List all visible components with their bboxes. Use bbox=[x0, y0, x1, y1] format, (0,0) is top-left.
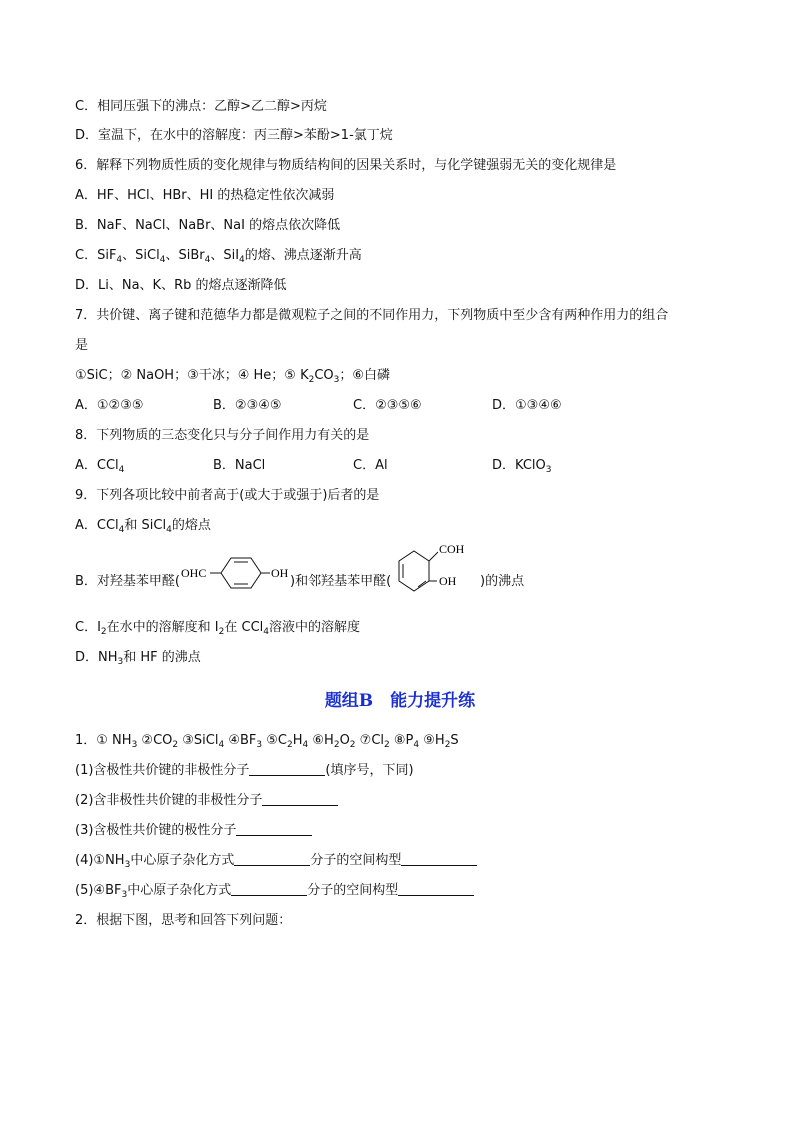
q9-option-d: D．$NH_3$和 HF 的沸点 bbox=[75, 650, 201, 667]
option-d-prev: D．室温下，在水中的溶解度：丙三醇>苯酚>1-氯丁烷 bbox=[75, 128, 393, 143]
q8-option-c: C．Al bbox=[353, 458, 388, 473]
answer-blank[interactable] bbox=[249, 763, 325, 776]
para-oh-label: OH bbox=[271, 566, 289, 580]
q7-option-d: D．①③④⑥ bbox=[492, 398, 562, 413]
q6-option-a: A．HF、HCl、HBr、HI 的热稳定性依次减弱 bbox=[75, 188, 335, 203]
question-6: 6．解释下列物质性质的变化规律与物质结构间的因果关系时，与化学键强弱无关的变化规律是 bbox=[75, 158, 617, 173]
partb-q1-4: $(4)①NH_3$中心原子杂化方式 分子的空间构型 bbox=[75, 853, 477, 869]
q9-option-b-suffix: )的沸点 bbox=[480, 574, 525, 589]
q6-option-b: B．NaF、NaCl、NaBr、NaI 的熔点依次降低 bbox=[75, 218, 341, 233]
para-hydroxybenzaldehyde-structure bbox=[181, 551, 291, 595]
partb-q1-5: $(5)④BF_3$中心原子杂化方式 分子的空间构型 bbox=[75, 883, 474, 899]
q6-option-c: C．SiF$_4$、SiCl$_4$、SiBr$_4$、SiI$_4$的熔、沸点逐渐升高 bbox=[75, 248, 362, 265]
q6-option-d: D．Li、Na、K、Rb 的熔点逐渐降低 bbox=[75, 278, 287, 293]
partb-q1-substance-list: 1．① $NH_3$ $②CO_2$ ③SiCl$_4$ $④BF_3$ $⑤C_2H_4$ $⑥H_2O_2$ $⑦Cl_2$ $⑧P_4$ $⑨H_2S$ bbox=[75, 733, 459, 750]
partb-q1-1: (1)含极性共价键的非极性分子 (填序号，下同) bbox=[75, 763, 414, 778]
para-cho-label: OHC bbox=[181, 566, 207, 580]
q7-substance-list: ①SiC；② NaOH；③干冰；④ He；⑤ $K_2CO_3$；⑥白磷 bbox=[75, 368, 391, 385]
answer-blank[interactable] bbox=[398, 883, 474, 896]
partb-q1-2: (2)含非极性共价键的非极性分子 bbox=[75, 793, 338, 809]
q9-option-a: A．CCl$_4$和 SiCl$_4$的熔点 bbox=[75, 518, 211, 535]
option-c-prev: C．相同压强下的沸点：乙醇>乙二醇>丙烷 bbox=[75, 99, 327, 114]
ortho-hydroxybenzaldehyde-structure bbox=[396, 539, 484, 597]
answer-blank[interactable] bbox=[262, 793, 338, 806]
section-title: 题组B 能力提升练 bbox=[324, 691, 476, 711]
q9-option-b-middle: )和邻羟基苯甲醛( bbox=[290, 574, 392, 589]
question-8: 8．下列物质的三态变化只与分子间作用力有关的是 bbox=[75, 428, 370, 443]
q7-option-a: A．①②③⑤ bbox=[75, 398, 144, 413]
question-9: 9．下列各项比较中前者高于(或大于或强于)后者的是 bbox=[75, 488, 380, 503]
answer-blank[interactable] bbox=[236, 823, 312, 836]
answer-blank[interactable] bbox=[231, 883, 307, 896]
ortho-oh-label: OH bbox=[439, 574, 457, 588]
question-7: 7．共价键、离子键和范德华力都是微观粒子之间的不同作用力，下列物质中至少含有两种作用力的组合 bbox=[75, 308, 669, 323]
q7-option-b: B．②③④⑤ bbox=[213, 398, 282, 413]
q8-option-a: A．CCl$_4$ bbox=[75, 458, 125, 475]
answer-blank[interactable] bbox=[234, 853, 310, 866]
q8-option-b: B．NaCl bbox=[213, 458, 266, 473]
partb-q1-3: (3)含极性共价键的极性分子 bbox=[75, 823, 312, 839]
partb-q2: 2．根据下图，思考和回答下列问题： bbox=[75, 913, 292, 928]
q8-option-d: D．KClO$_3$ bbox=[492, 458, 552, 475]
q9-option-b-prefix: B．对羟基苯甲醛( bbox=[75, 574, 180, 589]
q7-option-c: C．②③⑤⑥ bbox=[353, 398, 422, 413]
answer-blank[interactable] bbox=[401, 853, 477, 866]
ortho-cho-label: COH bbox=[439, 542, 465, 556]
q9-option-c: C．$I_2$在水中的溶解度和 $I_2$在 CCl$_4$溶液中的溶解度 bbox=[75, 620, 361, 637]
question-7-cont: 是 bbox=[75, 338, 89, 353]
